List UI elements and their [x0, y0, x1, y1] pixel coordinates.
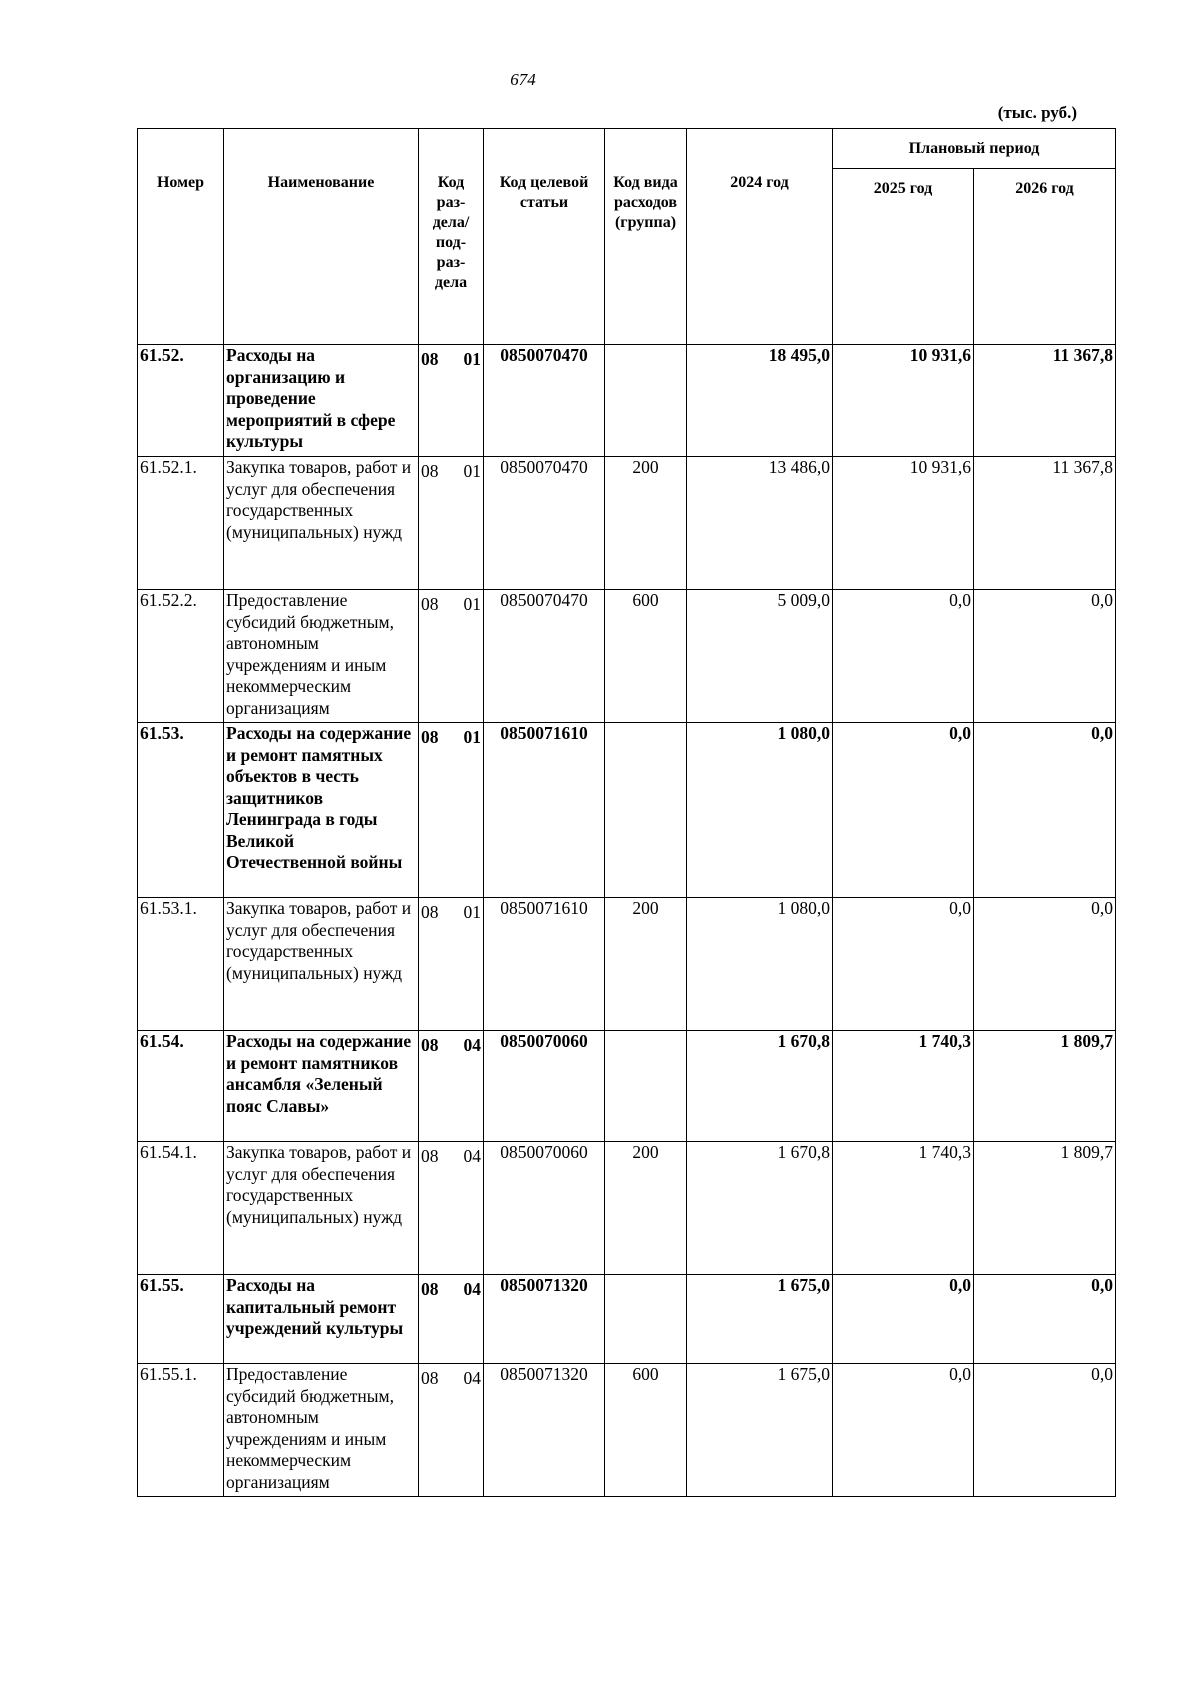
row-target-code: 0850070470: [484, 345, 605, 457]
row-target-code: 0850070470: [484, 457, 605, 590]
row-subsection: 04: [463, 1368, 481, 1388]
row-2025: 1 740,3: [833, 1031, 974, 1142]
table-row: [138, 1031, 1116, 1142]
row-2025: 0,0: [833, 1275, 974, 1364]
header-2025: 2025 год: [833, 169, 974, 345]
row-2024: 1 670,8: [687, 1031, 833, 1142]
row-expense-type: [605, 1275, 687, 1364]
row-subsection: 01: [463, 902, 481, 922]
row-section: 08: [421, 349, 439, 369]
table-body: [138, 345, 1116, 1497]
row-number: 61.53.: [138, 723, 224, 898]
row-name: Расходы на капитальный ремонт учреждений культуры: [224, 1275, 419, 1364]
row-number: 61.52.: [138, 345, 224, 457]
row-section: 08: [421, 461, 439, 481]
row-2026: 0,0: [974, 898, 1116, 1031]
row-section: 08: [421, 727, 439, 747]
table-row: [138, 345, 1116, 457]
row-subsection: 04: [463, 1035, 481, 1055]
row-section: 08: [421, 1279, 439, 1299]
units-label: (тыс. руб.): [997, 103, 1077, 122]
row-2026: 1 809,7: [974, 1142, 1116, 1275]
row-2025: 10 931,6: [833, 345, 974, 457]
budget-table: [137, 128, 1116, 1497]
row-2025: 1 740,3: [833, 1142, 974, 1275]
row-name: Закупка товаров, работ и услуг для обеспечения государственных (муниципальных) нужд: [224, 1142, 419, 1275]
row-target-code: 0850070470: [484, 590, 605, 723]
header-name: Наименование: [224, 129, 419, 345]
row-expense-type: [605, 1031, 687, 1142]
table-row: [138, 457, 1116, 590]
row-section: 08: [421, 1146, 439, 1166]
row-section-code: [419, 1031, 484, 1142]
row-expense-type: 200: [605, 898, 687, 1031]
row-subsection: 01: [463, 349, 481, 369]
row-name: Предоставление субсидий бюджетным, автономным учреждениям и иным некоммерческим организациям: [224, 1364, 419, 1497]
table-row: [138, 1275, 1116, 1364]
row-2026: 11 367,8: [974, 457, 1116, 590]
row-subsection: 01: [463, 461, 481, 481]
row-2024: 1 670,8: [687, 1142, 833, 1275]
row-2025: 0,0: [833, 1364, 974, 1497]
header-section-code: Код раз-дела/ под-раз-дела: [419, 129, 484, 345]
row-number: 61.55.: [138, 1275, 224, 1364]
row-expense-type: 200: [605, 1142, 687, 1275]
row-number: 61.52.1.: [138, 457, 224, 590]
row-2024: 1 675,0: [687, 1275, 833, 1364]
header-2024: 2024 год: [687, 129, 833, 345]
row-section-code: [419, 457, 484, 590]
row-name: Предоставление субсидий бюджетным, автономным учреждениям и иным некоммерческим организациям: [224, 590, 419, 723]
row-name: Расходы на содержание и ремонт памятных объектов в честь защитников Ленинграда в годы Великой Отечественной войны: [224, 723, 419, 898]
row-target-code: 0850070060: [484, 1142, 605, 1275]
row-number: 61.54.: [138, 1031, 224, 1142]
row-number: 61.52.2.: [138, 590, 224, 723]
row-section-code: [419, 1275, 484, 1364]
table-row: [138, 1364, 1116, 1497]
row-section: 08: [421, 1035, 439, 1055]
row-2025: 0,0: [833, 723, 974, 898]
row-2025: 10 931,6: [833, 457, 974, 590]
row-section: 08: [421, 594, 439, 614]
row-expense-type: 200: [605, 457, 687, 590]
row-expense-type: 600: [605, 590, 687, 723]
row-expense-type: [605, 723, 687, 898]
row-2026: 11 367,8: [974, 345, 1116, 457]
row-2024: 1 080,0: [687, 898, 833, 1031]
row-section-code: [419, 898, 484, 1031]
table-row: [138, 723, 1116, 898]
row-number: 61.54.1.: [138, 1142, 224, 1275]
row-section-code: [419, 590, 484, 723]
row-expense-type: [605, 345, 687, 457]
row-target-code: 0850071610: [484, 898, 605, 1031]
page-number: 674: [510, 70, 536, 89]
row-target-code: 0850070060: [484, 1031, 605, 1142]
row-section-code: [419, 1142, 484, 1275]
row-name: Расходы на содержание и ремонт памятников ансамбля «Зеленый пояс Славы»: [224, 1031, 419, 1142]
row-section-code: [419, 345, 484, 457]
header-number: Номер: [138, 129, 224, 345]
row-subsection: 01: [463, 594, 481, 614]
row-target-code: 0850071320: [484, 1275, 605, 1364]
header-plan-period: Плановый период: [833, 129, 1116, 169]
row-expense-type: 600: [605, 1364, 687, 1497]
row-section-code: [419, 1364, 484, 1497]
row-2026: 0,0: [974, 1364, 1116, 1497]
row-subsection: 04: [463, 1146, 481, 1166]
row-2026: 0,0: [974, 590, 1116, 723]
row-2024: 5 009,0: [687, 590, 833, 723]
row-2025: 0,0: [833, 590, 974, 723]
header-target-code: Код целевой статьи: [484, 129, 605, 345]
row-2026: 0,0: [974, 1275, 1116, 1364]
row-target-code: 0850071610: [484, 723, 605, 898]
row-2026: 1 809,7: [974, 1031, 1116, 1142]
row-number: 61.53.1.: [138, 898, 224, 1031]
row-number: 61.55.1.: [138, 1364, 224, 1497]
table-row: [138, 1142, 1116, 1275]
row-2024: 18 495,0: [687, 345, 833, 457]
header-expense-type: Код вида расходов (группа): [605, 129, 687, 345]
table-row: [138, 590, 1116, 723]
row-2024: 1 080,0: [687, 723, 833, 898]
header-2026: 2026 год: [974, 169, 1116, 345]
row-subsection: 01: [463, 727, 481, 747]
row-2025: 0,0: [833, 898, 974, 1031]
row-name: Закупка товаров, работ и услуг для обеспечения государственных (муниципальных) нужд: [224, 457, 419, 590]
row-2024: 13 486,0: [687, 457, 833, 590]
row-name: Закупка товаров, работ и услуг для обеспечения государственных (муниципальных) нужд: [224, 898, 419, 1031]
row-2024: 1 675,0: [687, 1364, 833, 1497]
row-name: Расходы на организацию и проведение мероприятий в сфере культуры: [224, 345, 419, 457]
row-subsection: 04: [463, 1279, 481, 1299]
table-row: [138, 898, 1116, 1031]
row-section-code: [419, 723, 484, 898]
row-target-code: 0850071320: [484, 1364, 605, 1497]
row-section: 08: [421, 1368, 439, 1388]
row-section: 08: [421, 902, 439, 922]
row-2026: 0,0: [974, 723, 1116, 898]
